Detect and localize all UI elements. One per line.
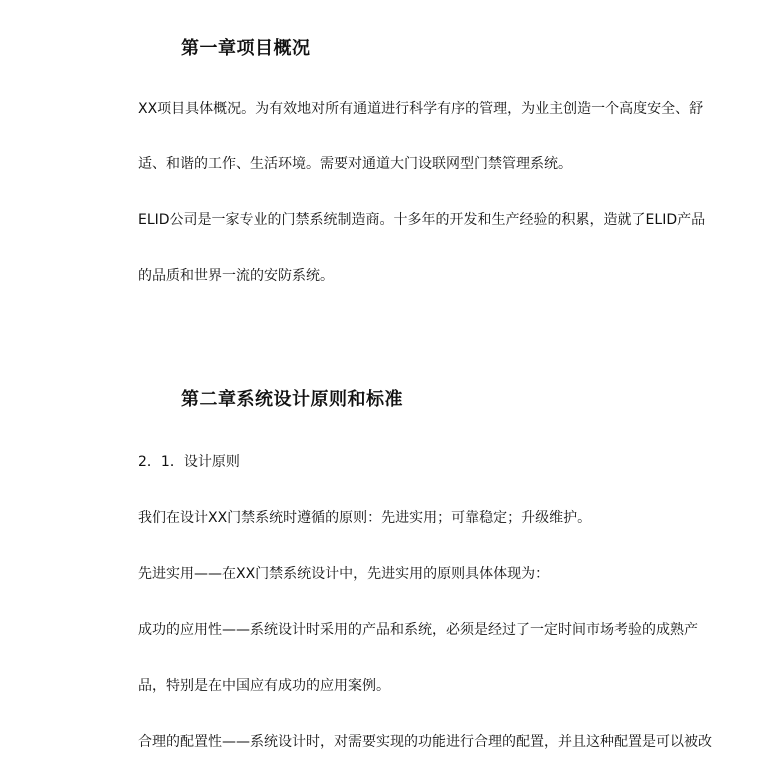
section-2-1-heading: 2．1．设计原则 (138, 454, 240, 470)
chapter-1-paragraph-2-line-1: ELID公司是一家专业的门禁系统制造商。十多年的开发和生产经验的积累，造就了ELID产品 (138, 212, 706, 228)
chapter-1-title: 第一章项目概况 (181, 38, 311, 59)
chapter-2-line-4: 品，特别是在中国应有成功的应用案例。 (138, 678, 390, 694)
chapter-1-paragraph-1-line-1: XX项目具体概况。为有效地对所有通道进行科学有序的管理，为业主创造一个高度安全、舒 (138, 101, 704, 117)
chapter-2-line-1: 我们在设计XX门禁系统时遵循的原则：先进实用；可靠稳定；升级维护。 (138, 510, 592, 526)
chapter-1-paragraph-1-line-2: 适、和谐的工作、生活环境。需要对通道大门设联网型门禁管理系统。 (138, 156, 572, 172)
chapter-2-title: 第二章系统设计原则和标准 (181, 389, 403, 410)
chapter-2-line-5: 合理的配置性——系统设计时，对需要实现的功能进行合理的配置，并且这种配置是可以被改 (138, 734, 712, 750)
chapter-2-line-3: 成功的应用性——系统设计时采用的产品和系统，必须是经过了一定时间市场考验的成熟产 (138, 622, 698, 638)
chapter-2-line-2: 先进实用——在XX门禁系统设计中，先进实用的原则具体体现为： (138, 566, 550, 582)
chapter-1-paragraph-2-line-2: 的品质和世界一流的安防系统。 (138, 268, 334, 284)
